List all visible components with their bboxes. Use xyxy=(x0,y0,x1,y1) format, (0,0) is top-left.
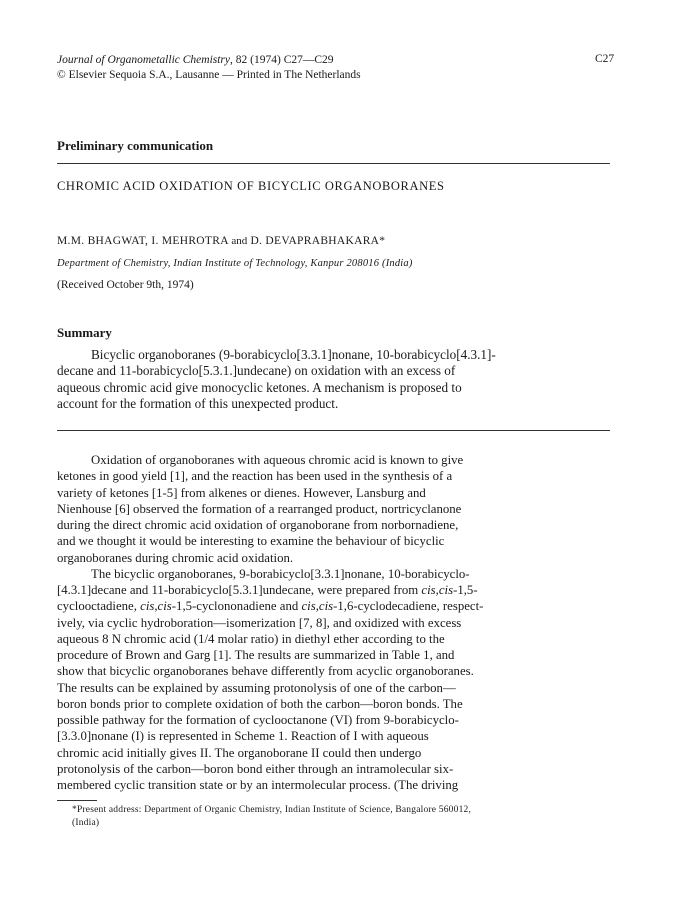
summary-heading: Summary xyxy=(57,325,112,340)
body-line: during the direct chromic acid oxidation of organoborane from norbornadiene, xyxy=(57,518,459,532)
summary-line: decane and 11-borabicyclo[5.3.1.]undecane) on oxidation with an excess of xyxy=(57,363,456,379)
body-line: ively, via cyclic hydroboration—isomerization [7, 8], and oxidized with excess xyxy=(57,615,462,630)
body-line: Nienhouse [6] observed the formation of a rearranged product, nortricyclanone xyxy=(57,501,462,516)
body-line: The bicyclic organoboranes, 9-borabicyclo[3.3.1]nonane, 10-borabicyclo- xyxy=(91,566,470,581)
received-date: (Received October 9th, 1974) xyxy=(57,279,194,291)
body-line: variety of ketones [1-5] from alkenes or dienes. However, Lansburg and xyxy=(57,485,426,500)
footnote-line: (India) xyxy=(72,818,100,828)
body-line: boron bonds prior to complete oxidation of both the carbon—boron bonds. The xyxy=(57,696,463,711)
summary-line: account for the formation of this unexpected product. xyxy=(57,395,339,411)
body-line: organoboranes during chromic acid oxidation. xyxy=(57,550,294,565)
journal-header xyxy=(57,53,361,83)
author-names-1: M.M. BHAGWAT, I. MEHROTRA xyxy=(57,235,229,247)
section-label: Preliminary communication xyxy=(57,138,214,153)
body-line: Oxidation of organoboranes with aqueous chromic acid is known to give xyxy=(91,453,464,467)
body-line: possible pathway for the formation of cyclooctanone (VI) from 9-borabicyclo- xyxy=(57,713,459,727)
title-rule-top xyxy=(57,163,610,164)
summary-line: Bicyclic organoboranes (9-borabicyclo[3.3.1]nonane, 10-borabicyclo[4.3.1]- xyxy=(91,347,496,362)
journal-citation-line xyxy=(57,53,361,68)
body-line: and we thought it would be interesting to examine the behaviour of bicyclic xyxy=(57,534,445,549)
body-line: show that bicyclic organoboranes behave differently from acyclic organoboranes. xyxy=(57,664,474,679)
affiliation: Department of Chemistry, Indian Institute of Technology, Kanpur 208016 (India) xyxy=(57,258,413,269)
summary-text xyxy=(57,347,617,412)
body-line: The results can be explained by assuming protonolysis of one of the carbon— xyxy=(57,680,456,695)
body-line: protonolysis of the carbon—boron bond either through an intramolecular six- xyxy=(57,761,454,776)
body-line: [4.3.1]decane and 11-borabicyclo[5.3.1]undecane, were prepared from cis,cis-1,5- xyxy=(57,583,478,597)
body-line: ketones in good yield [1], and the reaction has been used in the synthesis of a xyxy=(57,469,453,484)
body-line: cyclooctadiene, cis,cis-1,5-cyclononadiene and cis,cis-1,6-cyclodecadiene, respect- xyxy=(57,599,484,614)
footnote xyxy=(72,804,471,830)
summary-rule-bottom xyxy=(57,430,610,431)
body-line: chromic acid initially gives II. The organoborane II could then undergo xyxy=(57,745,422,760)
body-line: procedure of Brown and Garg [1]. The results are summarized in Table 1, and xyxy=(57,648,455,662)
author-conjunction: and xyxy=(231,235,248,247)
body-line: aqueous 8 N chromic acid (1/4 molar ratio) in diethyl ether according to the xyxy=(57,631,445,646)
footnote-rule xyxy=(57,800,97,801)
journal-name: Journal of Organometallic Chemistry xyxy=(57,54,231,66)
article-body xyxy=(57,452,617,793)
author-list xyxy=(57,235,385,247)
body-line: membered cyclic transition state or by an intermolecular process. (The driving xyxy=(57,778,459,792)
body-line: [3.3.0]nonane (I) is represented in Scheme 1. Reaction of I with aqueous xyxy=(57,729,429,744)
copyright-line: © Elsevier Sequoia S.A., Lausanne — Printed in The Netherlands xyxy=(57,69,361,81)
footnote-line: *Present address: Department of Organic Chemistry, Indian Institute of Science, Bangalore 560012, xyxy=(72,805,472,815)
summary-line: aqueous chromic acid give monocyclic ketones. A mechanism is proposed to xyxy=(57,379,462,395)
journal-citation: , 82 (1974) C27—C29 xyxy=(230,54,334,66)
author-names-2: D. DEVAPRABHAKARA* xyxy=(250,235,386,247)
article-title: CHROMIC ACID OXIDATION OF BICYCLIC ORGANOBORANES xyxy=(57,179,445,193)
page-number: C27 xyxy=(595,53,615,65)
